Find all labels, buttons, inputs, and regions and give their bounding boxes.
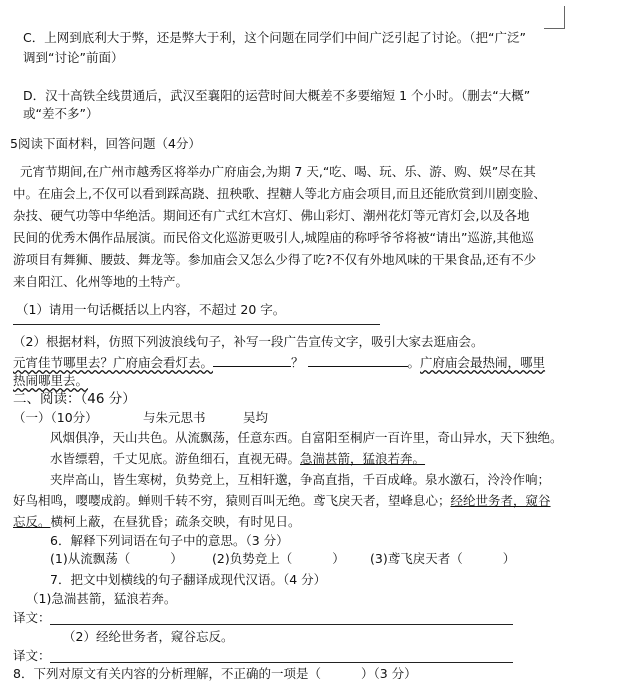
- q6-item: [50, 551, 183, 567]
- answer-line: [13, 324, 380, 325]
- part1-heading: （一）（10分）: [13, 410, 98, 425]
- q6-item-text: (2)负势竞上（: [212, 551, 293, 566]
- essay-paragraph: [13, 493, 551, 509]
- answer-blank: [308, 354, 408, 367]
- wavy-sentence: 元宵佳节哪里去？广府庙会看灯去。: [13, 355, 214, 370]
- q5-passage-line: 民间的优秀木偶作品展演。而民俗文化巡游更吸引人,城隍庙的称呼爷爷将被“请出”巡游,其他巡: [13, 230, 534, 245]
- option-c-line2: 调到“讨论”前面）: [23, 50, 124, 65]
- bracket: ）: [502, 551, 516, 566]
- bracket: ）: [170, 551, 183, 566]
- essay-paragraph: [13, 514, 301, 530]
- section2-heading: 二、阅读：（46 分）: [13, 391, 136, 407]
- q7-sentence1: （1)急湍甚箭，猛浪若奔。: [26, 591, 177, 606]
- essay-paragraph: [50, 451, 425, 467]
- q5-sub2: （2）根据材料，仿照下列波浪线句子，补写一段广告宣传文字，吸引大家去逛庙会。: [13, 334, 484, 349]
- answer-line: [50, 624, 513, 625]
- essay-author: 吴均: [243, 410, 269, 425]
- underlined-sentence: 经纶世务者，窥谷: [450, 493, 551, 508]
- q6-item-text: (3)鸢飞戾天者（: [370, 551, 463, 566]
- q5-passage-line: 来自阳江、化州等地的土特产。: [13, 274, 189, 289]
- q5-passage-line: 元宵节期间,在广州市越秀区将举办广府庙会,为期 7 天,“吃、喝、玩、乐、游、购、娱”尽在其: [20, 164, 536, 179]
- q7-prompt: 7．把文中划横线的句子翻译成现代汉语。（4 分）: [50, 572, 327, 587]
- q6-item: [370, 551, 515, 567]
- page-corner-mark: [544, 6, 565, 29]
- answer-line: [50, 662, 513, 663]
- q5-ad-line: [13, 354, 545, 371]
- q6-item: [212, 551, 345, 567]
- q6-prompt: 6．解释下列词语在句子中的意思。（3 分）: [50, 533, 289, 548]
- option-d-line1: D．汉十高铁全线贯通后，武汉至襄阳的运营时间大概差不多要缩短 1 个小时。（删去“大概”: [23, 88, 531, 103]
- q5-heading: 5阅读下面材料，回答问题（4分）: [10, 136, 201, 151]
- q5-ad-end: [13, 373, 88, 389]
- wavy-sentence: 广府庙会最热闹，哪里: [420, 355, 546, 370]
- q8-text: 8．下列对原文有关内容的分析理解，不正确的一项是（: [13, 666, 321, 681]
- essay-paragraph: 夹岸高山，皆生寒树，负势竞上，互相轩邈，争高直指，千百成峰。泉水激石，泠泠作响；: [50, 472, 551, 487]
- q8-tail: ）（3 分）: [360, 666, 417, 681]
- period-mark: 。: [407, 355, 421, 370]
- bracket: ）: [332, 551, 345, 566]
- option-d-line2: 或“差不多”）: [23, 106, 99, 121]
- underlined-sentence: 忘反。: [13, 514, 51, 529]
- translation-label: 译文：: [13, 610, 51, 625]
- question-mark: ？: [291, 355, 304, 370]
- essay-text: 水皆缥碧，千丈见底。游鱼细石，直视无碍。: [50, 451, 301, 466]
- q5-passage-line: 中。在庙会上,不仅可以看到踩高跷、扭秧歌、捏糖人等北方庙会项目,而且还能欣赏到川剧变脸、: [13, 186, 546, 201]
- essay-text: 横柯上蔽，在昼犹昏；疏条交映，有时见日。: [50, 514, 301, 529]
- option-c-line1: C．上网到底利大于弊，还是弊大于利，这个问题在同学们中间广泛引起了讨论。（把“广泛”: [23, 30, 526, 45]
- q6-item-text: (1)从流飘荡（: [50, 551, 131, 566]
- q5-sub1: （1）请用一句话概括以上内容，不超过 20 字。: [16, 302, 286, 317]
- essay-paragraph: 风烟俱净，天山共色。从流飘荡，任意东西。自富阳至桐庐一百许里，奇山异水，天下独绝。: [50, 430, 563, 445]
- essay-title: 与朱元思书: [143, 410, 206, 425]
- q5-passage-line: 杂技、硬气功等中华绝活。期间还有广式红木宫灯、佛山彩灯、潮州花灯等元宵灯会,以及各地: [13, 208, 530, 223]
- essay-text: 好鸟相鸣，嘤嘤成韵。蝉则千转不穷，猿则百叫无绝。鸢飞戾天者，望峰息心；: [13, 493, 451, 508]
- q8-prompt: [13, 666, 417, 682]
- translation-label: 译文：: [13, 648, 51, 663]
- wavy-sentence: 热闹哪里去。: [13, 373, 89, 388]
- q5-passage-line: 游项目有舞狮、腰鼓、舞龙等。参加庙会又怎么少得了吃?不仅有外地风味的干果食品,还有不少: [13, 252, 537, 267]
- answer-blank: [213, 354, 291, 367]
- underlined-sentence: 急湍甚箭，猛浪若奔。: [300, 451, 426, 466]
- q7-sentence2: （2）经纶世务者，窥谷忘反。: [63, 629, 234, 644]
